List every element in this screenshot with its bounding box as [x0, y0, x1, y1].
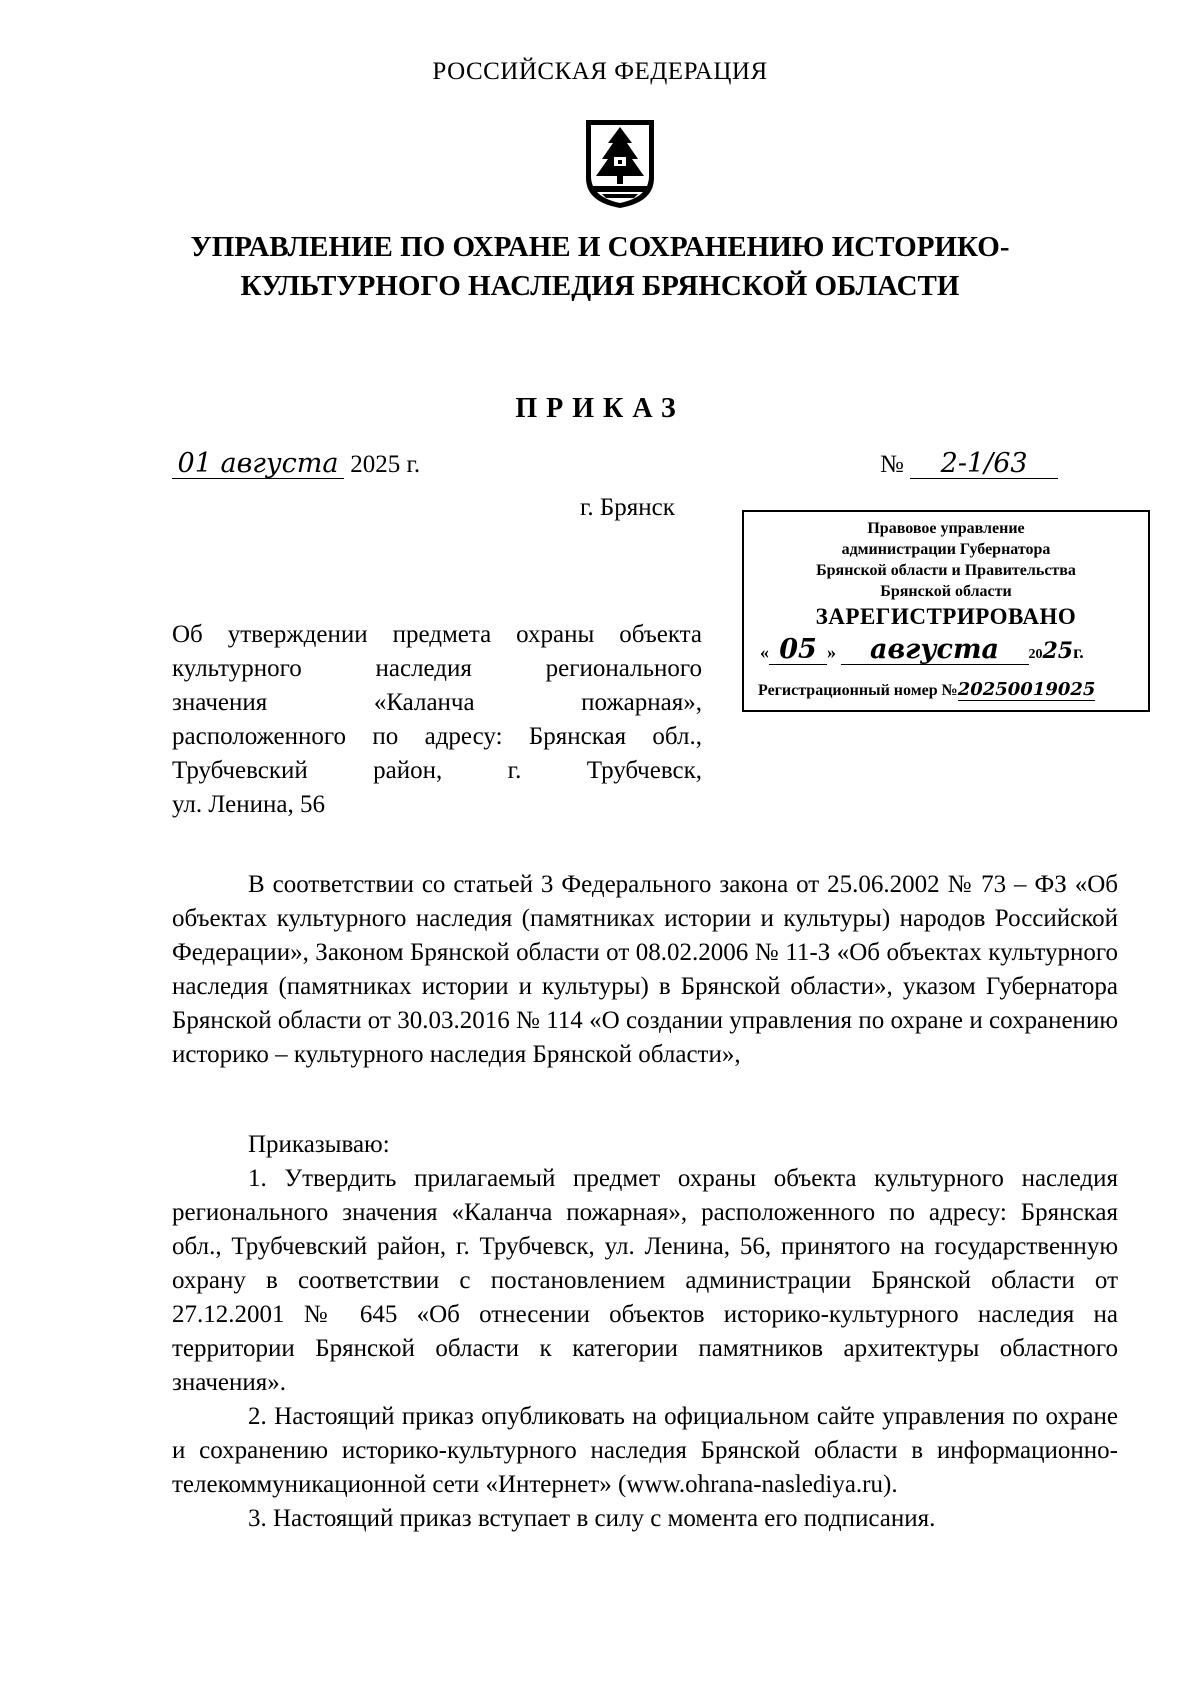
stamp-year-unit: г.: [1073, 642, 1084, 662]
subject-line-2: культурного наследия регионального: [172, 655, 702, 682]
bryansk-coat-of-arms-icon: [582, 118, 658, 210]
order-items: [172, 1128, 1118, 1536]
preamble-paragraph: В соответствии со статьей 3 Федерального закона от 25.06.2002 № 73 – ФЗ «Об объектах культурного наследия (памятниках истории и культуры) народов Российской Федерации», Законом Брянской области от 08.02.2006 № 11-З «Об объектах культурного наследия (памятниках истории и культуры) в Брянской области», указом Губернатора Брянской области от 30.03.2016 № 114 «О создании управления по охране и сохранению историко – культурного наследия Брянской области»,: [172, 871, 1118, 1068]
stamp-quote-close: »: [827, 642, 836, 662]
stamp-registration-number: [758, 680, 1095, 701]
subject-line-4: расположенного по адресу: Брянская обл.,: [172, 723, 702, 750]
order-date: [172, 450, 420, 479]
stamp-line-4: Брянской области: [880, 583, 1012, 600]
stamp-registered: ЗАРЕГИСТРИРОВАНО: [815, 604, 1077, 629]
decree-word: Приказываю:: [248, 1131, 390, 1158]
order-year: 2025 г.: [350, 451, 421, 478]
agency-name-line-2: КУЛЬТУРНОГО НАСЛЕДИЯ БРЯНСКОЙ ОБЛАСТИ: [240, 270, 960, 302]
stamp-month: августа: [841, 636, 1029, 665]
subject-line-5: Трубчевский район, г. Трубчевск,: [172, 757, 702, 784]
subject-line-1: Об утверждении предмета охраны объекта: [172, 621, 702, 648]
order-subject: [172, 618, 702, 822]
stamp-line-1: Правовое управление: [867, 520, 1025, 537]
order-number: [880, 450, 1058, 479]
stamp-line-3: Брянской области и Правительства: [816, 562, 1076, 579]
order-date-handwritten: 01 августа: [172, 450, 344, 479]
stamp-year-prefix: 20: [1028, 647, 1043, 662]
order-item-3: 3. Настоящий приказ вступает в силу с момента его подписания.: [248, 1505, 936, 1532]
order-title: ПРИКАЗ: [515, 393, 685, 424]
stamp-reg-label: Регистрационный номер №: [758, 682, 958, 699]
agency-name-line-1: УПРАВЛЕНИЕ ПО ОХРАНЕ И СОХРАНЕНИЮ ИСТОРИКО-: [190, 231, 1010, 263]
subject-line-3: значения «Каланча пожарная»,: [172, 689, 702, 716]
stamp-quote-open: «: [760, 642, 769, 662]
order-number-prefix: №: [880, 451, 904, 478]
country-heading: РОССИЙСКАЯ ФЕДЕРАЦИЯ: [432, 58, 768, 85]
subject-line-6: ул. Ленина, 56: [172, 791, 325, 818]
order-city: г. Брянск: [580, 494, 675, 521]
stamp-day: 05: [769, 636, 827, 665]
registration-stamp: [742, 510, 1150, 712]
agency-name: [0, 228, 1200, 306]
stamp-year-suffix: 25: [1042, 638, 1074, 664]
order-item-2: 2. Настоящий приказ опубликовать на официальном сайте управления по охране и сохранению историко-культурного наследия Брянской области в информационно-телекоммуникационной сети «Интернет» (www.ohrana-naslediya.ru).: [172, 1403, 1118, 1498]
stamp-reg-number: 20250019025: [957, 679, 1096, 700]
stamp-date: [760, 636, 1140, 665]
order-item-1: 1. Утвердить прилагаемый предмет охраны объекта культурного наследия регионального значения «Каланча пожарная», расположенного по адресу: Брянская обл., Трубчевский район, г. Трубчевск, ул. Ленина, 56, принятого на государственную охрану в соответствии с постановлением администрации Брянской области от 27.12.2001 № 645 «Об отнесении объектов историко-культурного наследия на территории Брянской области к категории памятников архитектуры областного значения».: [172, 1165, 1118, 1396]
stamp-line-2: администрации Губернатора: [841, 541, 1051, 558]
order-number-handwritten: 2-1/63: [910, 450, 1058, 479]
